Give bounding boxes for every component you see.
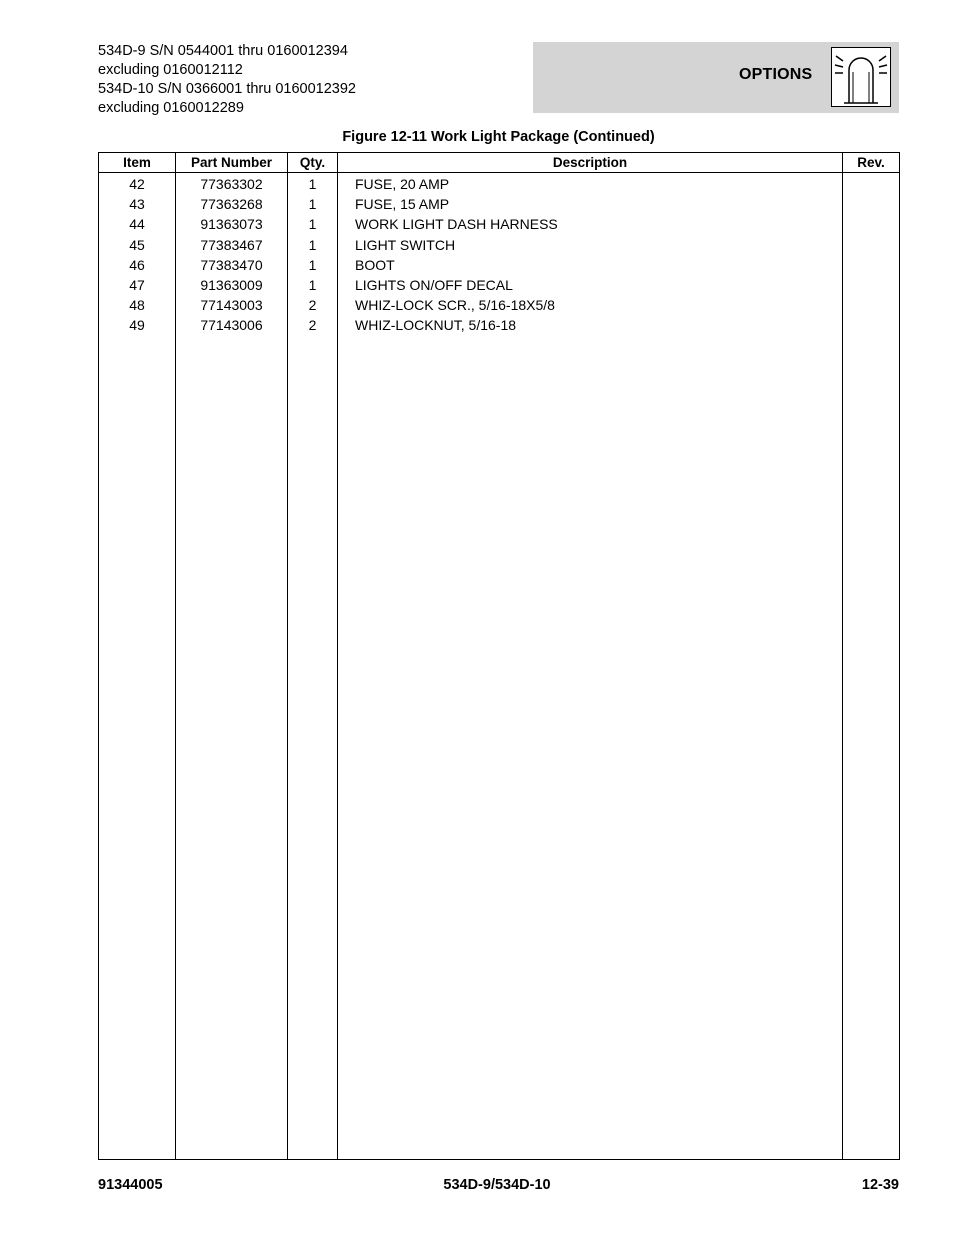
part-number-cell: 77363302 (176, 173, 288, 195)
applicability-line: 534D-10 S/N 0366001 thru 0160012392 (98, 81, 356, 97)
item-cell: 44 (99, 214, 176, 234)
qty-cell: 1 (288, 235, 338, 255)
column-header-rev: Rev. (843, 153, 900, 173)
serial-applicability (98, 42, 356, 118)
description-cell: WHIZ-LOCKNUT, 5/16-18 (338, 315, 843, 335)
footer-model: 534D-9/534D-10 (443, 1177, 551, 1193)
qty-cell: 1 (288, 214, 338, 234)
table-filler-row (99, 336, 900, 1160)
description-cell: WHIZ-LOCK SCR., 5/16-18X5/8 (338, 295, 843, 315)
column-header-qty: Qty. (288, 153, 338, 173)
table-row (99, 214, 900, 234)
qty-cell: 1 (288, 275, 338, 295)
rev-cell (843, 235, 900, 255)
section-tab (533, 42, 899, 113)
applicability-line: 534D-9 S/N 0544001 thru 0160012394 (98, 43, 348, 59)
item-cell: 47 (99, 275, 176, 295)
applicability-line: excluding 0160012112 (98, 62, 243, 78)
item-cell: 45 (99, 235, 176, 255)
rev-cell (843, 295, 900, 315)
qty-cell: 2 (288, 315, 338, 335)
description-cell: FUSE, 15 AMP (338, 194, 843, 214)
figure-title: Figure 12-11 Work Light Package (Continued) (342, 129, 655, 145)
rev-cell (843, 315, 900, 335)
section-label: OPTIONS (739, 66, 813, 83)
item-cell: 46 (99, 255, 176, 275)
column-header-description: Description (338, 153, 843, 173)
footer-page-number: 12-39 (861, 1177, 899, 1193)
qty-cell: 1 (288, 194, 338, 214)
table-row (99, 194, 900, 214)
table-row (99, 235, 900, 255)
item-cell: 48 (99, 295, 176, 315)
qty-cell: 1 (288, 173, 338, 195)
part-number-cell: 77143003 (176, 295, 288, 315)
column-header-item: Item (99, 153, 176, 173)
item-cell: 49 (99, 315, 176, 335)
item-cell: 42 (99, 173, 176, 195)
item-cell: 43 (99, 194, 176, 214)
rev-cell (843, 214, 900, 234)
qty-cell: 1 (288, 255, 338, 275)
table-row (99, 255, 900, 275)
rev-cell (843, 194, 900, 214)
part-number-cell: 91363009 (176, 275, 288, 295)
description-cell: WORK LIGHT DASH HARNESS (338, 214, 843, 234)
description-cell: FUSE, 20 AMP (338, 173, 843, 195)
part-number-cell: 77383467 (176, 235, 288, 255)
part-number-cell: 77363268 (176, 194, 288, 214)
footer-doc-number: 91344005 (98, 1177, 163, 1193)
qty-cell: 2 (288, 295, 338, 315)
part-number-cell: 77143006 (176, 315, 288, 335)
rev-cell (843, 173, 900, 195)
parts-table (98, 152, 900, 1160)
description-cell: LIGHT SWITCH (338, 235, 843, 255)
rev-cell (843, 255, 900, 275)
applicability-line: excluding 0160012289 (98, 100, 244, 116)
part-number-cell: 91363073 (176, 214, 288, 234)
rev-cell (843, 275, 900, 295)
table-row (99, 315, 900, 335)
table-row (99, 295, 900, 315)
table-header-row (99, 153, 900, 173)
work-light-icon (831, 47, 891, 107)
table-row (99, 173, 900, 195)
part-number-cell: 77383470 (176, 255, 288, 275)
table-row (99, 275, 900, 295)
description-cell: LIGHTS ON/OFF DECAL (338, 275, 843, 295)
column-header-part-number: Part Number (176, 153, 288, 173)
description-cell: BOOT (338, 255, 843, 275)
